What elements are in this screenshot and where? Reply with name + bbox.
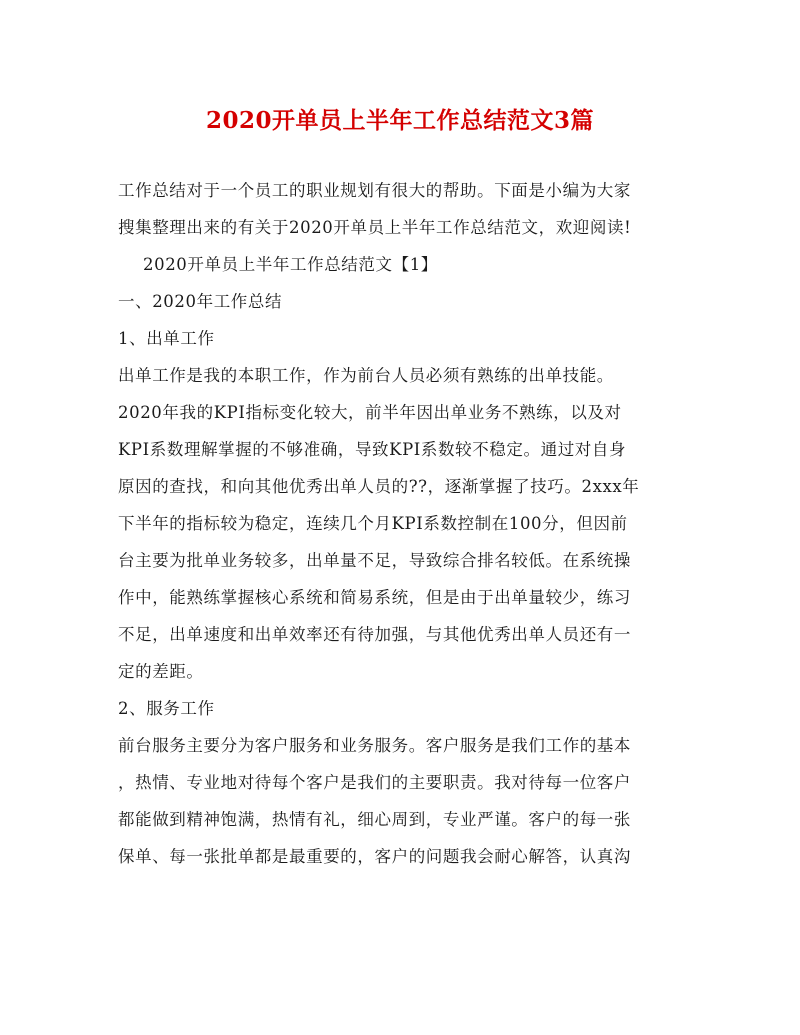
section-heading: 一、2020年工作总结 [118, 292, 283, 311]
paragraph-line: 台主要为批单业务较多，出单量不足，导致综合排名较低。在系统操 [118, 551, 631, 570]
subsection-heading: 1、出单工作 [118, 329, 215, 348]
document-body [118, 172, 688, 875]
paragraph-line: 保单、每一张批单都是最重要的，客户的问题我会耐心解答，认真沟 [118, 847, 631, 866]
paragraph-line: 不足，出单速度和出单效率还有待加强，与其他优秀出单人员还有一 [118, 625, 631, 644]
paragraph-line: 搜集整理出来的有关于2020开单员上半年工作总结范文，欢迎阅读! [118, 218, 632, 237]
paragraph-line: 出单工作是我的本职工作，作为前台人员必须有熟练的出单技能。 [118, 366, 614, 385]
paragraph-line: 作中，能熟练掌握核心系统和简易系统，但是由于出单量较少，练习 [118, 588, 631, 607]
subsection-heading: 2、服务工作 [118, 699, 215, 718]
paragraph-line: 都能做到精神饱满，热情有礼，细心周到，专业严谨。客户的每一张 [118, 810, 631, 829]
paragraph-line: 原因的查找，和向其他优秀出单人员的??，逐渐掌握了技巧。2xxx年 [118, 477, 640, 496]
paragraph-line: KPI系数理解掌握的不够准确，导致KPI系数较不稳定。通过对自身 [118, 440, 627, 459]
paragraph-line: 下半年的指标较为稳定，连续几个月KPI系数控制在100分，但因前 [118, 514, 628, 533]
paragraph-line: 工作总结对于一个员工的职业规划有很大的帮助。下面是小编为大家 [118, 181, 631, 200]
section-heading: 2020开单员上半年工作总结范文【1】 [143, 255, 438, 274]
paragraph-line: 2020年我的KPI指标变化较大，前半年因出单业务不熟练，以及对 [118, 403, 622, 422]
paragraph-line: 前台服务主要分为客户服务和业务服务。客户服务是我们工作的基本 [118, 736, 631, 755]
paragraph-line: ，热情、专业地对待每个客户是我们的主要职责。我对待每一位客户 [118, 773, 631, 792]
paragraph-line: 定的差距。 [118, 662, 204, 681]
document-title: 2020开单员上半年工作总结范文3篇 [205, 107, 595, 134]
